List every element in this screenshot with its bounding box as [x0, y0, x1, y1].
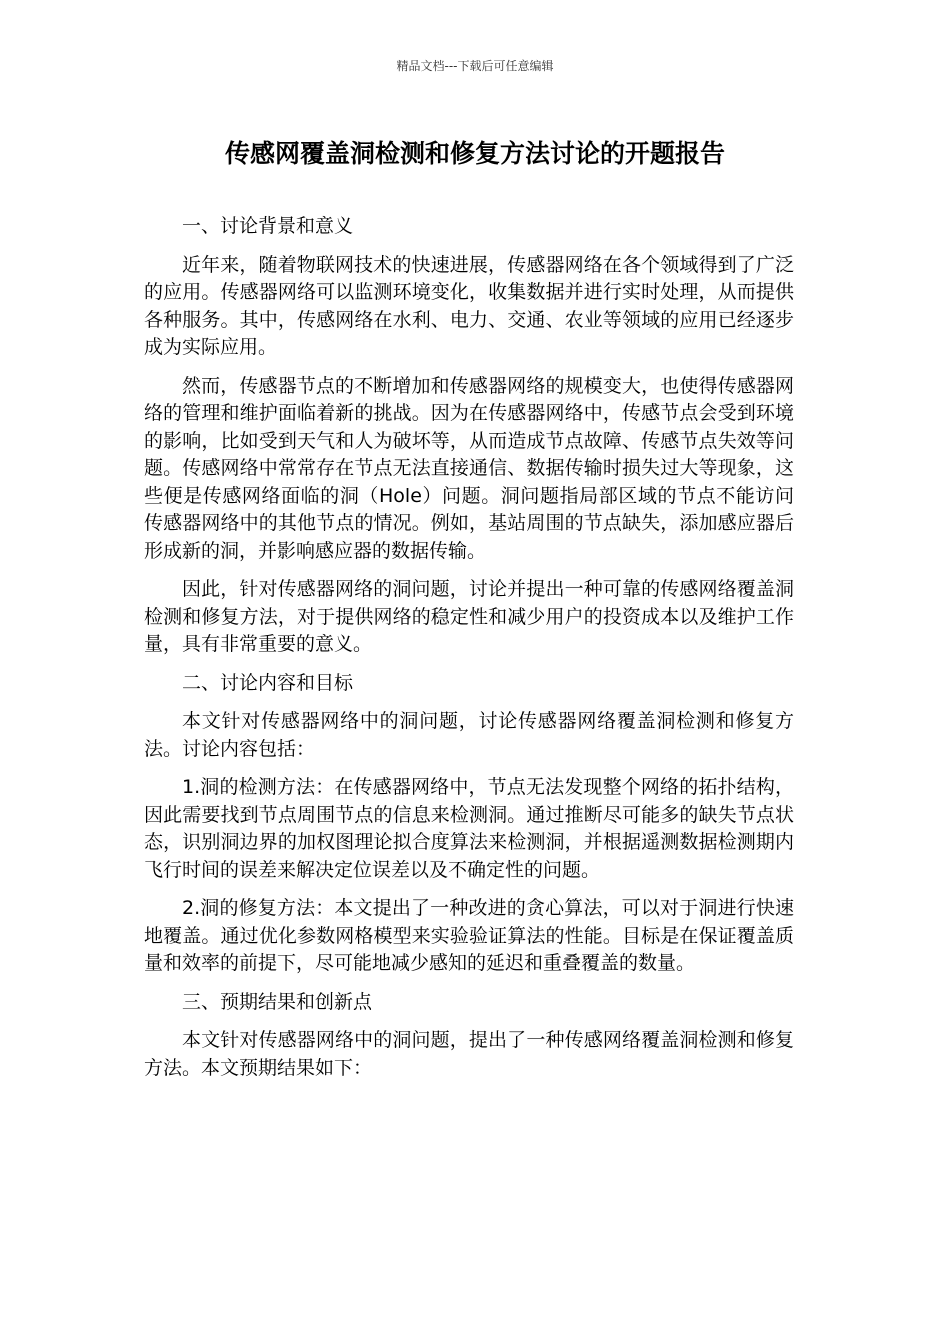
paragraph-content-detection: 1.洞的检测方法：在传感器网络中，节点无法发现整个网络的拓扑结构，因此需要找到节点周围节点的信息来检测洞。通过推断尽可能多的缺失节点状态，识别洞边界的加权图理论拟合度算法来检测洞，并根据遥测数据检测期内飞行时间的误差来解决定位误差以及不确定性的问题。 — [144, 776, 794, 881]
document-title: 传感网覆盖洞检测和修复方法讨论的开题报告 — [224, 139, 725, 168]
paragraph-background-1: 近年来，随着物联网技术的快速进展，传感器网络在各个领域得到了广泛的应用。传感器网络可以监测环境变化，收集数据并进行实时处理，从而提供各种服务。其中，传感网络在水利、电力、交通、农业等领域的应用已经逐步成为实际应用。 — [144, 253, 794, 358]
paragraph-content-1: 本文针对传感器网络中的洞问题，讨论传感器网络覆盖洞检测和修复方法。讨论内容包括： — [144, 710, 794, 760]
section-heading-content: 二、讨论内容和目标 — [182, 671, 354, 694]
paragraph-background-2: 然而，传感器节点的不断增加和传感器网络的规模变大，也使得传感器网络的管理和维护面临着新的挑战。因为在传感器网络中，传感节点会受到环境的影响，比如受到天气和人为破坏等，从而造成节点故障、传感节点失效等问题。传感网络中常常存在节点无法直接通信、数据传输时损失过大等现象，这些便是传感网络面临的洞（Hole）问题。洞问题指局部区域的节点不能访问传感器网络中的其他节点的情况。例如，基站周围的节点缺失，添加感应器后形成新的洞，并影响感应器的数据传输。 — [144, 374, 794, 562]
paragraph-content-repair: 2.洞的修复方法：本文提出了一种改进的贪心算法，可以对于洞进行快速地覆盖。通过优化参数网格模型来实验验证算法的性能。目标是在保证覆盖质量和效率的前提下，尽可能地减少感知的延迟和重叠覆盖的数量。 — [144, 897, 794, 974]
paragraph-results-1: 本文针对传感器网络中的洞问题，提出了一种传感网络覆盖洞检测和修复方法。本文预期结果如下： — [144, 1029, 794, 1079]
document-body — [144, 213, 794, 1093]
header-note: 精品文档---下载后可任意编辑 — [396, 59, 554, 73]
paragraph-background-3: 因此，针对传感器网络的洞问题，讨论并提出一种可靠的传感网络覆盖洞检测和修复方法，对于提供网络的稳定性和减少用户的投资成本以及维护工作量，具有非常重要的意义。 — [144, 578, 794, 655]
section-heading-results: 三、预期结果和创新点 — [182, 990, 373, 1013]
section-heading-background: 一、讨论背景和意义 — [182, 215, 354, 237]
